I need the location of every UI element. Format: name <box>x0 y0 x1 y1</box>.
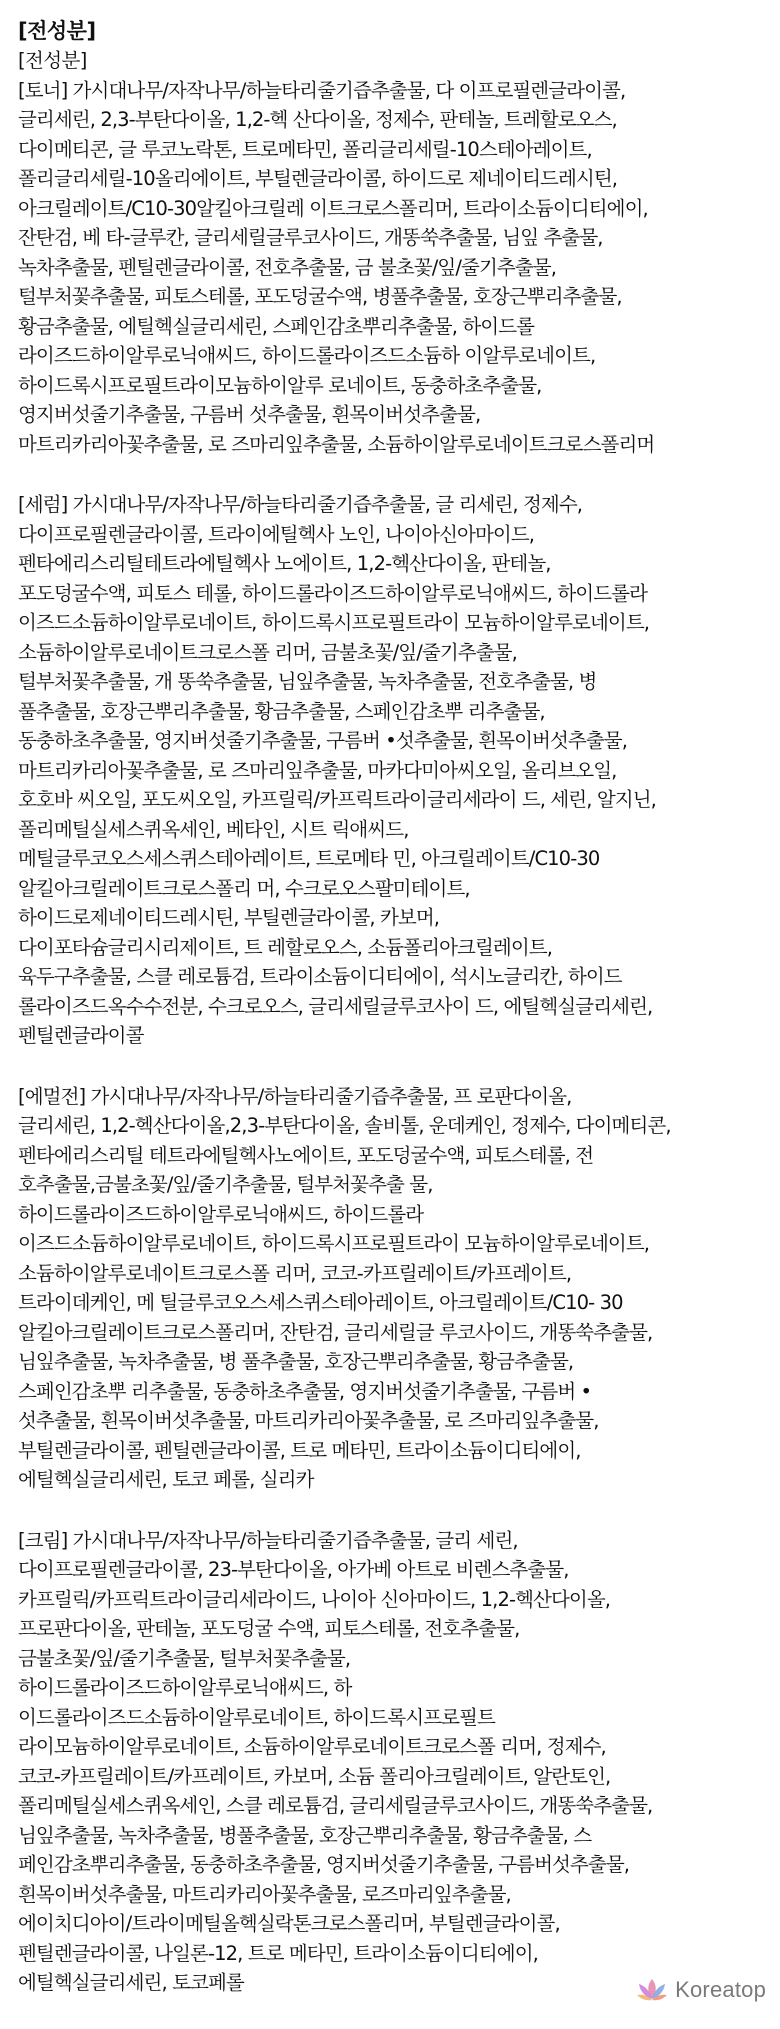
ingredient-line: 풀추출물, 호장근뿌리추출물, 황금추출물, 스페인감초뿌 리추출물, <box>18 699 545 723</box>
ingredient-line: 다이프로필렌글라이콜, 23-부탄다이올, 아가베 아트로 비렌스추출물, <box>18 1558 569 1581</box>
ingredient-line: 트라이데케인, 메 틸글루코오스세스퀴스테아레이트, 아크릴레이트/C10- 30 <box>18 1291 623 1314</box>
ingredient-line: 섯추출물, 흰목이버섯추출물, 마트리카리아꽃추출물, 로 즈마리잎추출물, <box>18 1409 599 1432</box>
ingredient-line: 코코-카프릴레이트/카프레이트, 카보머, 소듐 폴리아크릴레이트, 알란토인, <box>18 1764 611 1788</box>
ingredient-line: 펜타에리스리틸테트라에틸헥사 노에이트, 1,2-헥산다이올, 판테놀, <box>18 552 551 575</box>
ingredient-line: 프로판다이올, 판테놀, 포도덩굴 수액, 피토스테롤, 전호추출물, <box>18 1617 520 1640</box>
ingredient-line: 털부처꽃추출물, 개 똥쑥추출물, 님잎추출물, 녹차추출물, 전호추출물, 병 <box>18 670 597 693</box>
ingredient-line: 하이드록시프로필트라이모늄하이알루 로네이트, 동충하초추출물, <box>18 373 542 397</box>
ingredient-line: [토너] 가시대나무/자작나무/하늘타리줄기즙추출물, 다 이프로필렌글라이콜, <box>18 78 626 102</box>
ingredient-line: 카프릴릭/카프릭트라이글리세라이드, 나이아 신아마이드, 1,2-헥산다이올, <box>18 1587 611 1611</box>
ingredient-line: 님잎추출물, 녹차추출물, 병 풀추출물, 호장근뿌리추출물, 황금추출물, <box>18 1350 574 1373</box>
ingredient-line: 흰목이버섯추출물, 마트리카리아꽃추출물, 로즈마리잎추출물, <box>18 1882 511 1906</box>
ingredient-line: [크림] 가시대나무/자작나무/하늘타리줄기즙추출물, 글리 세린, <box>18 1528 518 1552</box>
document-heading: [전성분] <box>18 19 96 43</box>
ingredient-line: 포도덩굴수액, 피토스 테롤, 하이드롤라이즈드하이알루로닉애씨드, 하이드롤라 <box>18 581 648 605</box>
ingredient-line: 다이포타슘글리시리제이트, 트 레할로오스, 소듐폴리아크릴레이트, <box>18 935 553 959</box>
ingredient-line: 이즈드소듐하이알루로네이트, 하이드록시프로필트라이 모늄하이알루로네이트, <box>18 1232 650 1255</box>
ingredient-line: 펜틸렌글라이콜 <box>18 1024 144 1047</box>
ingredient-line: 마트리카리아꽃추출물, 로 즈마리잎추출물, 마카다미아씨오일, 올리브오일, <box>18 758 617 782</box>
ingredient-line: 메틸글루코오스세스퀴스테아레이트, 트로메타 민, 아크릴레이트/C10-30 <box>18 847 600 870</box>
ingredient-line: 폴리메틸실세스퀴옥세인, 스클 레로튬검, 글리세릴글루코사이드, 개똥쑥추출물, <box>18 1794 653 1817</box>
ingredient-line: 글리세린, 1,2-헥산다이올,2,3-부탄다이올, 솔비톨, 운데케인, 정제수, 다이메티콘, <box>18 1114 671 1137</box>
ingredient-line: 잔탄검, 베 타-글루칸, 글리세릴글루코사이드, 개똥쑥추출물, 님잎 추출물, <box>18 226 603 249</box>
ingredient-line: 황금추출물, 에틸헥실글리세린, 스페인감초뿌리추출물, 하이드롤 <box>18 314 535 338</box>
ingredient-line: 님잎추출물, 녹차추출물, 병풀추출물, 호장근뿌리추출물, 황금추출물, 스 <box>18 1823 592 1847</box>
ingredient-sections <box>18 76 770 1998</box>
ingredient-line: 라이즈드하이알루로닉애씨드, 하이드롤라이즈드소듐하 이알루로네이트, <box>18 344 596 367</box>
ingredient-line: 알킬아크릴레이트크로스폴리 머, 수크로오스팔미테이트, <box>18 876 470 900</box>
document-subheading: [전성분] <box>18 49 87 72</box>
ingredient-line: 알킬아크릴레이트크로스폴리머, 잔탄검, 글리세릴글 루코사이드, 개똥쑥추출물, <box>18 1320 653 1344</box>
ingredient-line: [에멀전] 가시대나무/자작나무/하늘타리줄기즙추출물, 프 로판다이올, <box>18 1084 572 1108</box>
ingredient-line: 라이모늄하이알루로네이트, 소듐하이알루로네이트크로스폴 리머, 정제수, <box>18 1735 606 1758</box>
watermark-text: Koreatop <box>675 1977 766 2002</box>
ingredient-line: 다이메티콘, 글 루코노락톤, 트로메타민, 폴리글리세릴-10스테아레이트, <box>18 137 592 161</box>
ingredient-line: 이즈드소듐하이알루로네이트, 하이드록시프로필트라이 모늄하이알루로네이트, <box>18 611 650 634</box>
ingredient-line: 하이드롤라이즈드하이알루로닉애씨드, 하이드롤라 <box>18 1202 424 1226</box>
ingredient-line: 페인감초뿌리추출물, 동충하초추출물, 영지버섯줄기추출물, 구름버섯추출물, <box>18 1853 630 1876</box>
ingredient-line: 펜타에리스리틸 테트라에틸헥사노에이트, 포도덩굴수액, 피토스테롤, 전 <box>18 1143 594 1167</box>
ingredient-line: 마트리카리아꽃추출물, 로 즈마리잎추출물, 소듐하이알루로네이트크로스폴리머 <box>18 432 655 456</box>
ingredient-section <box>18 490 770 1051</box>
ingredient-line: 폴리메틸실세스퀴옥세인, 베타인, 시트 릭애씨드, <box>18 817 409 841</box>
ingredient-line: 에이치디아이/트라이메틸올헥실락톤크로스폴리머, 부틸렌글라이콜, <box>18 1912 560 1935</box>
ingredient-line: 다이프로필렌글라이콜, 트라이에틸헥사 노인, 나이아신아마이드, <box>18 522 535 546</box>
ingredient-line: 부틸렌글라이콜, 펜틸렌글라이콜, 트로 메타민, 트라이소듐이디티에이, <box>18 1438 581 1462</box>
ingredient-line: 펜틸렌글라이콜, 나일론-12, 트로 메타민, 트라이소듐이디티에이, <box>18 1941 538 1965</box>
ingredient-line: 폴리글리세릴-10올리에이트, 부틸렌글라이콜, 하이드로 제네이티드레시틴, <box>18 167 618 190</box>
ingredients-document <box>18 16 770 2029</box>
ingredient-section <box>18 1526 770 1998</box>
ingredient-section <box>18 76 770 460</box>
ingredient-line: 하이드로제네이티드레시틴, 부틸렌글라이콜, 카보머, <box>18 906 440 929</box>
ingredient-line: [세럼] 가시대나무/자작나무/하늘타리줄기즙추출물, 글 리세린, 정제수, <box>18 493 583 516</box>
ingredient-line: 에틸헥실글리세린, 토코페롤 <box>18 1971 244 1994</box>
ingredient-line: 하이드롤라이즈드하이알루로닉애씨드, 하 <box>18 1676 352 1699</box>
ingredient-line: 영지버섯줄기추출물, 구름버 섯추출물, 흰목이버섯추출물, <box>18 403 481 426</box>
ingredient-line: 에틸헥실글리세린, 토코 페롤, 실리카 <box>18 1468 314 1491</box>
ingredient-line: 녹차추출물, 펜틸렌글라이콜, 전호추출물, 금 불초꽃/잎/줄기추출물, <box>18 255 557 279</box>
ingredient-line: 아크릴레이트/C10-30알킬아크릴레 이트크로스폴리머, 트라이소듐이디티에이, <box>18 196 648 220</box>
ingredient-line: 동충하초추출물, 영지버섯줄기추출물, 구름버 •섯추출물, 흰목이버섯추출물, <box>18 729 628 752</box>
ingredient-line: 소듐하이알루로네이트크로스폴 리머, 코코-카프릴레이트/카프레이트, <box>18 1261 572 1285</box>
lotus-icon <box>635 1977 669 2003</box>
ingredient-line: 이드롤라이즈드소듐하이알루로네이트, 하이드록시프로필트 <box>18 1705 495 1729</box>
koreatop-watermark <box>635 1977 766 2003</box>
ingredient-line: 털부처꽃추출물, 피토스테롤, 포도덩굴수액, 병풀추출물, 호장근뿌리추출물, <box>18 285 622 308</box>
ingredient-line: 호호바 씨오일, 포도씨오일, 카프릴릭/카프릭트라이글리세라이 드, 세린, 알지닌, <box>18 788 656 811</box>
ingredient-line: 금불초꽃/잎/줄기추출물, 털부처꽃추출물, <box>18 1646 351 1670</box>
ingredient-line: 육두구추출물, 스클 레로튬검, 트라이소듐이디티에이, 석시노글리칸, 하이드 <box>18 965 622 988</box>
ingredient-section <box>18 1082 770 1495</box>
ingredient-line: 스페인감초뿌 리추출물, 동충하초추출물, 영지버섯줄기추출물, 구름버 • <box>18 1379 592 1403</box>
ingredient-line: 소듐하이알루로네이트크로스폴 리머, 금불초꽃/잎/줄기추출물, <box>18 640 517 664</box>
ingredient-line: 롤라이즈드옥수수전분, 수크로오스, 글리세릴글루코사이 드, 에틸헥실글리세린, <box>18 994 653 1018</box>
ingredient-line: 글리세린, 2,3-부탄다이올, 1,2-헥 산다이올, 정제수, 판테놀, 트레할로오스, <box>18 108 617 131</box>
ingredient-line: 호추출물,금불초꽃/잎/줄기추출물, 털부처꽃추출 물, <box>18 1173 433 1196</box>
